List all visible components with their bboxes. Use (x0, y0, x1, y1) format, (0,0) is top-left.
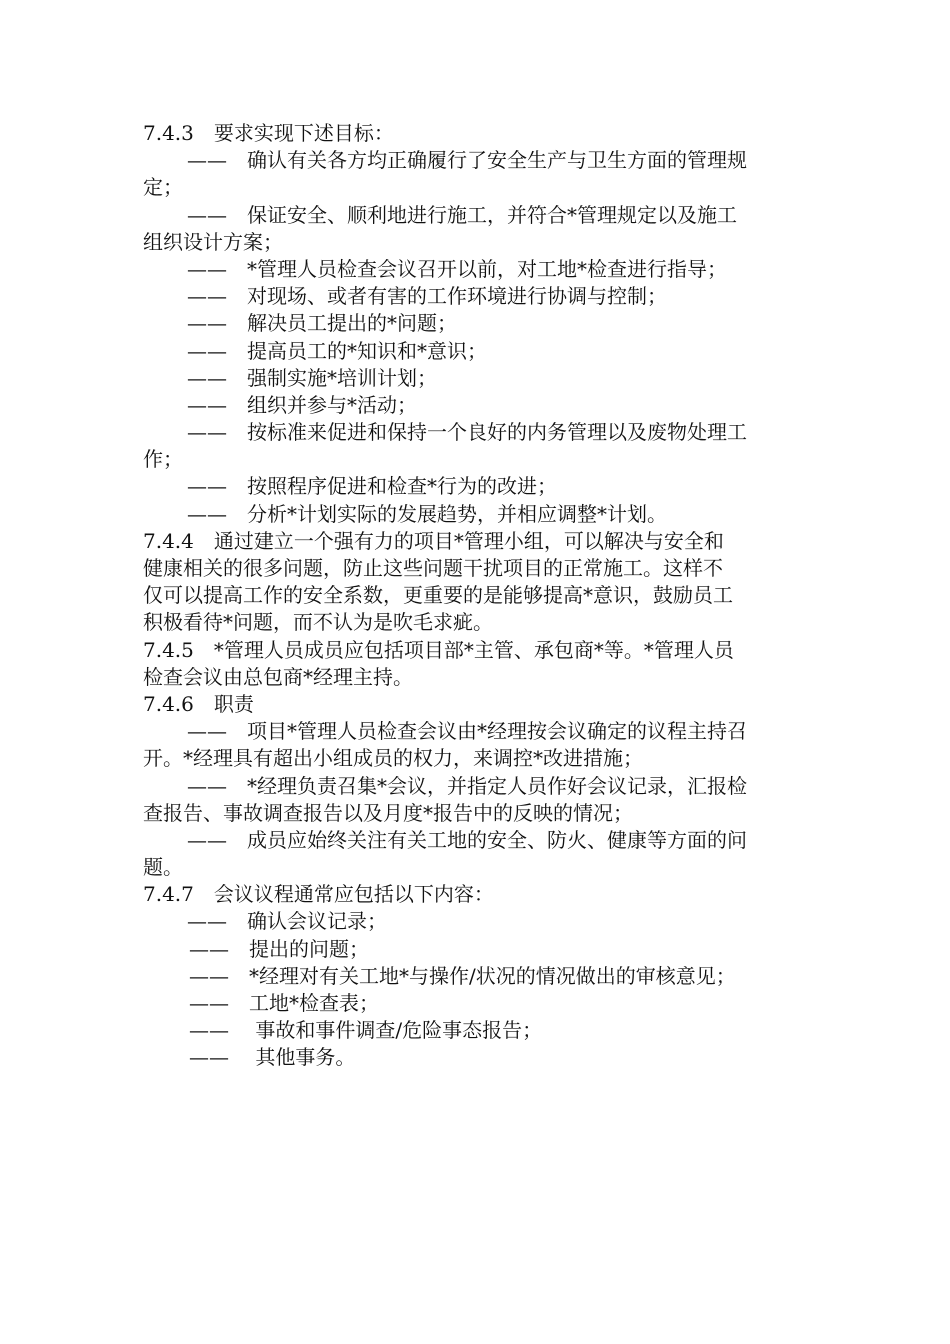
text-line: 7.4.6 职责 (143, 691, 254, 716)
text-line: —— *管理人员检查会议召开以前，对工地*检查进行指导； (187, 256, 727, 281)
text-line: 7.4.5 *管理人员成员应包括项目部*主管、承包商*等。*管理人员 (143, 637, 734, 662)
text-line: —— 提高员工的*知识和*意识； (187, 338, 487, 363)
text-line: —— 强制实施*培训计划； (187, 365, 437, 390)
text-line: —— 事故和事件调查/危险事态报告； (189, 1018, 543, 1043)
text-line: —— 确认有关各方均正确履行了安全生产与卫生方面的管理规 (187, 148, 747, 173)
text-line: 作； (143, 447, 183, 472)
text-line: 健康相关的很多问题，防止这些问题干扰项目的正常施工。这样不 (143, 556, 723, 580)
text-line: —— *经理对有关工地*与操作/状况的情况做出的审核意见； (189, 963, 736, 988)
text-line: —— 按标准来促进和保持一个良好的内务管理以及废物处理工 (187, 420, 747, 445)
text-line: —— 项目*管理人员检查会议由*经理按会议确定的议程主持召 (187, 719, 747, 744)
text-line: 组织设计方案； (143, 229, 283, 254)
text-line: —— 分析*计划实际的发展趋势，并相应调整*计划。 (187, 501, 667, 526)
text-line: 仅可以提高工作的安全系数，更重要的是能够提高*意识，鼓励员工 (143, 583, 733, 608)
text-line: 开。*经理具有超出小组成员的权力，来调控*改进措施； (143, 746, 643, 771)
text-line: —— 提出的问题； (189, 936, 369, 961)
text-line: —— 保证安全、顺利地进行施工，并符合*管理规定以及施工 (187, 202, 737, 227)
text-line: —— 对现场、或者有害的工作环境进行协调与控制； (187, 284, 667, 309)
document-body (143, 120, 813, 1072)
text-line: 题。 (143, 855, 183, 880)
text-line: —— 确认会议记录； (187, 909, 387, 934)
text-line: 查报告、事故调查报告以及月度*报告中的反映的情况； (143, 800, 633, 825)
text-line: —— 解决员工提出的*问题； (187, 311, 457, 336)
text-line: —— 按照程序促进和检查*行为的改进； (187, 474, 557, 499)
text-line: —— 组织并参与*活动； (187, 392, 417, 417)
text-line: —— *经理负责召集*会议，并指定人员作好会议记录，汇报检 (187, 773, 747, 798)
text-line: —— 工地*检查表； (189, 991, 379, 1015)
text-line: —— 成员应始终关注有关工地的安全、防火、健康等方面的问 (187, 827, 747, 852)
text-line: 7.4.7 会议议程通常应包括以下内容： (143, 882, 494, 907)
text-line: 定； (143, 175, 183, 200)
text-line: —— 其他事务。 (189, 1045, 356, 1070)
text-line: 检查会议由总包商*经理主持。 (143, 664, 413, 689)
text-line: 7.4.4 通过建立一个强有力的项目*管理小组，可以解决与安全和 (143, 528, 724, 553)
text-line: 积极看待*问题，而不认为是吹毛求疵。 (143, 610, 493, 635)
text-line: 7.4.3 要求实现下述目标： (143, 121, 394, 145)
